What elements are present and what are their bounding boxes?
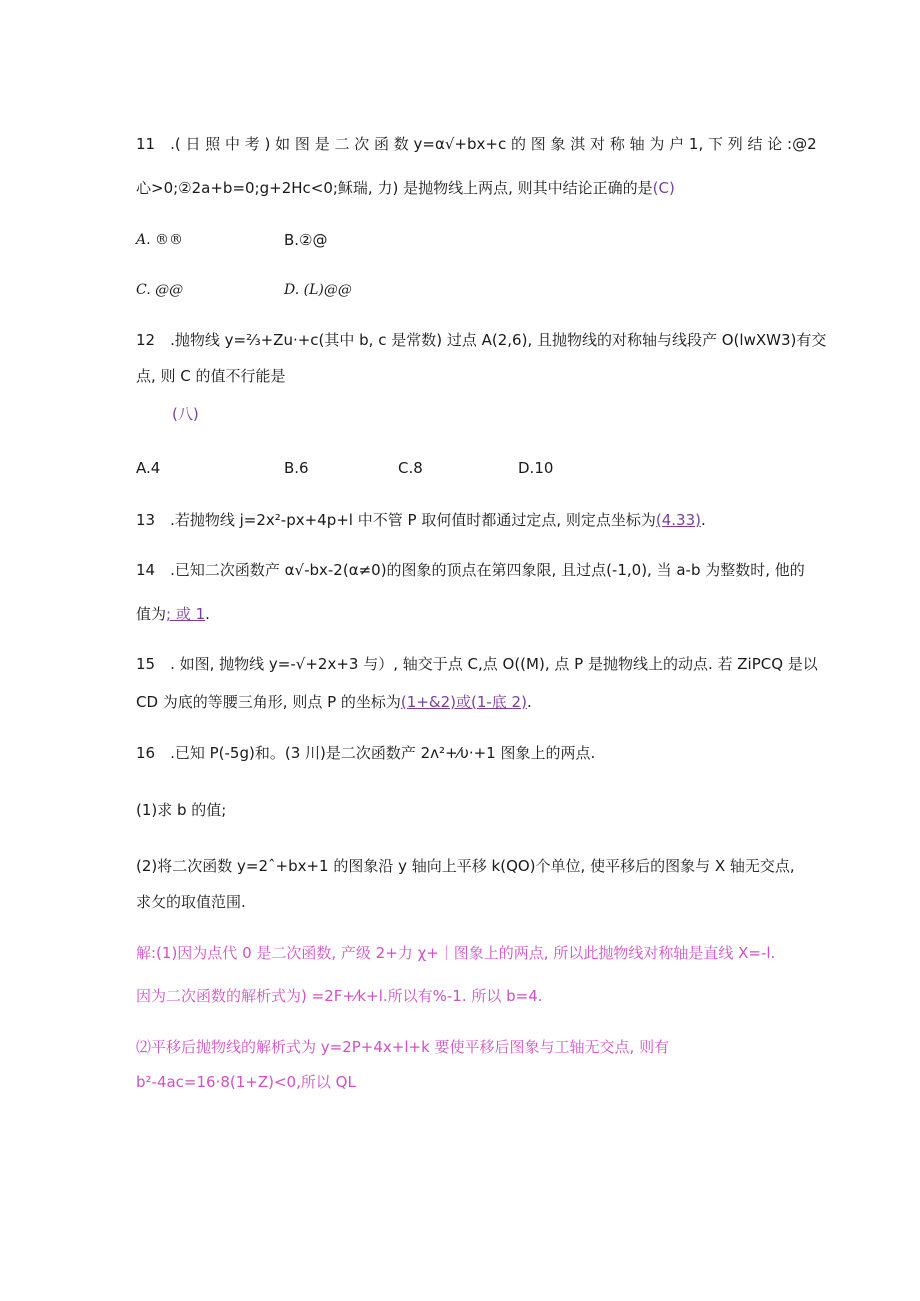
solution-line1: 解:(1)因为点代 0 是二次函数, 产级 2+力 χ+｜图象上的两点, 所以此抛物线对称轴是直线 X=-l. [136, 944, 776, 962]
q12-option-d: D.10 [518, 459, 554, 477]
q16-part1: (1)求 b 的值; [136, 801, 227, 819]
q13-answer: (4.33) [655, 511, 701, 529]
q15-stem-line2 [136, 692, 532, 712]
q11-option-a: A. ®® [136, 232, 184, 248]
q15-stem-text: CD 为底的等腰三角形, 则点 P 的坐标为 [136, 693, 401, 711]
q12-stem-line2: 点, 则 C 的值不行能是 [136, 367, 286, 385]
q15-answer: (1+&2)或(1-底 2) [400, 693, 527, 711]
q12-answer: (八) [172, 405, 199, 423]
q14-stem-line2 [136, 604, 210, 624]
q12-option-c: C.8 [398, 459, 423, 477]
q12-option-a: A.4 [136, 459, 161, 477]
q11-answer: (C) [652, 179, 675, 197]
q16-part2-line2: 求攵的取值范围. [136, 893, 246, 911]
q11-stem-text: 心>0;②2a+b=0;g+2Hc<0;稣瑞, 力) 是抛物线上两点, 则其中结论正确的是 [136, 179, 653, 197]
q13-stem [136, 510, 706, 530]
solution-line2: 因为二次函数的解析式为) =2F+⁄k+l.所以有%-1. 所以 b=4. [136, 987, 543, 1005]
q11-stem-line1: 11 .( 日 照 中 考 ) 如 图 是 二 次 函 数 y=α√+bx+c 的 图 象 淇 对 称 轴 为 户 1, 下 列 结 论 :@2 [136, 135, 817, 153]
q14-stem-line1: 14 .已知二次函数产 α√-bx-2(α≠0)的图象的顶点在第四象限, 且过点(-1,0), 当 a-b 为整数时, 他的 [136, 561, 805, 579]
q13-end: . [700, 511, 706, 529]
q14-stem-text: 值为 [136, 605, 167, 623]
q11-option-c: C. @@ [136, 282, 184, 298]
q14-end: . [205, 605, 210, 623]
q12-stem-line1: 12 .抛物线 y=⅔+Zu·+c(其中 b, c 是常数) 过点 A(2,6), 且抛物线的对称轴与线段产 O(lwXW3)有交 [136, 331, 827, 349]
q15-end: . [526, 693, 532, 711]
solution-line3: ⑵平移后抛物线的解析式为 y=2P+4x+l+k 要使平移后图象与工轴无交点, 则有 [136, 1038, 670, 1056]
q11-option-d: D. (L)@@ [284, 282, 352, 298]
q13-stem-text: 13 .若抛物线 j=2x²-px+4p+l 中不管 P 取何值时都通过定点, 则定点坐标为 [136, 511, 656, 529]
q11-stem-line2 [136, 178, 675, 198]
q15-stem-line1: 15 . 如图, 抛物线 y=-√+2x+3 与）, 轴交于点 C,点 O((M), 点 P 是抛物线上的动点. 若 ZiPCQ 是以 [136, 655, 818, 673]
q14-answer: ; 或 1 [166, 605, 206, 623]
q12-option-b: B.6 [284, 459, 309, 477]
q16-part2-line1: (2)将二次函数 y=2ˆ+bx+1 的图象沿 y 轴向上平移 k(QO)个单位, 使平移后的图象与 X 轴无交点, [136, 857, 795, 875]
solution-line4: b²-4ac=16·8(1+Z)<0,所以 QL [136, 1073, 356, 1091]
q11-option-b: B.②@ [284, 231, 328, 249]
q16-stem: 16 .已知 P(-5g)和。(3 川)是二次函数产 2ʌ²+⁄υ·+1 图象上的两点. [136, 744, 596, 762]
